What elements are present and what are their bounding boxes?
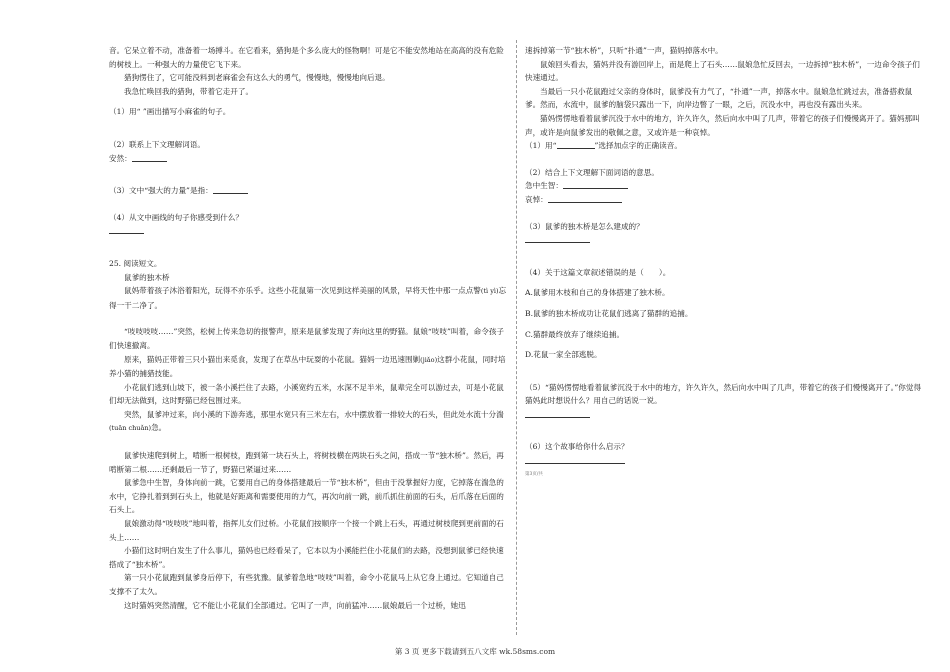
question-1: （1）用“ ”画出描写小麻雀的句子。 [109, 107, 231, 117]
answer-blank[interactable] [548, 193, 622, 203]
story-paragraph: 鼠爹急中生智，身体向前一跳，它要用自己的身体搭建最后一节“独木桥”，但由于没掌握好力度，它掉落在湍急的水中，它挣扎着到到石头上，他就是好距离和需要使用的力气，再次向前一跳，前爪抓住前面的石头，后爪落在后面的石头上。 [109, 478, 504, 515]
intro-paragraph: 我急忙唤回我的猎狗，带着它走开了。 [124, 86, 254, 96]
story-paragraph: 鼠爹快速爬到树上，啃断一根树枝，跑到第一块石头上，将树枝横在两块石头之间，搭成一节“独木桥”。然后，再啃断第二根……还剩最后一节了，野猫已紧逼过来…… [109, 451, 504, 474]
story-paragraph: 速拆掉第一节“独木桥”，只听“扑通”一声，猫妈掉落水中。 [525, 46, 723, 55]
story-text: 这群小花鼠，同时培养小猫的捕猎技能。 [109, 354, 506, 379]
story-paragraph [109, 408, 509, 436]
story-paragraph: 小猫们这时明白发生了什么事儿，猫妈也已经看呆了，它本以为小溪能拦住小花鼠们的去路，没想到鼠爹已经快速搭成了“独木桥”。 [109, 546, 504, 569]
question-3: （3）鼠爹的独木桥是怎么建成的？ [525, 221, 644, 231]
story-paragraph: 鼠娘激动得“吱吱吱”地叫着，指挥儿女们过桥。小花鼠们按顺序一个接一个跳上石头，再通过树枝爬到更前面的石头上…… [109, 519, 504, 542]
story-paragraph: 猫妈愣愣地看着鼠爹沉没于水中的地方，许久许久，然后向水中叫了几声，带着它的孩子们慢慢离开了。猫妈那叫声，或许是向鼠爹发出的敬佩之意，又或许是一种哀悼。 [525, 113, 920, 137]
question-2: （2）联系上下文理解词语。 [109, 139, 205, 149]
answer-line [525, 233, 925, 247]
story-title: 鼠爹的独木桥 [124, 272, 170, 282]
intro-paragraph: 音。它呆立着不动，准备着一场搏斗。在它看来，猎狗是个多么庞大的怪物啊！可是它不能安然地站在高高的没有危险的树枝上。一种强大的力量使它飞下来。 [109, 46, 504, 69]
word-label: 急中生智： [525, 181, 563, 191]
right-column [525, 44, 925, 481]
answer-blank[interactable] [525, 233, 590, 243]
pinyin-annotation: (tì yì) [480, 287, 499, 296]
word-label: 安然： [109, 153, 132, 163]
page-note: 第3页/共 [525, 471, 543, 477]
question-5: （5）“猫妈愣愣地看着鼠爹沉没于水中的地方，许久许久，然后向水中叫了几声，带着它的孩子们慢慢离开了。”你觉得猫妈此时想说什么？用自己的话说一说。 [525, 382, 922, 406]
story-paragraph: 小花鼠们逃到山坡下，被一条小溪拦住了去路，小溪宽约五米，水深不足半米，鼠辈完全可以游过去，可是小花鼠们却无法做到，这时野猫已经包围过来。 [109, 382, 504, 406]
story-paragraph [109, 284, 509, 312]
question-4: （4）关于这篇文章叙述错误的是（ ）。 [525, 267, 671, 277]
word-label: 哀悼： [525, 194, 548, 204]
question-6: （6）这个故事给你什么启示？ [525, 442, 629, 452]
option-a[interactable]: A.鼠爹用木枝和自己的身体搭建了独木桥。 [525, 288, 670, 298]
option-b[interactable]: B.鼠爹的独木桥成功让花鼠们逃离了猫群的追捕。 [525, 308, 693, 318]
question-3-text: （3）文中“强大的力量”是指： [109, 186, 213, 196]
question-1-text: （1）用“ [525, 141, 557, 151]
story-text: 急。 [151, 423, 167, 433]
question-2: （2）结合上下文理解下面词语的意思。 [525, 167, 659, 177]
column-divider [516, 40, 517, 635]
answer-blank[interactable] [557, 139, 595, 149]
pinyin-annotation: (jiǎo) [420, 355, 438, 364]
story-text: 鼠妈带着孩子沐浴着阳光，玩得不亦乐乎。这些小花鼠第一次见到这样美丽的风景，早将天性中那一点点警 [124, 286, 481, 296]
pinyin-annotation: (tuān chuǎn) [109, 424, 152, 433]
answer-line [109, 224, 509, 238]
story-paragraph: “吱吱吱吱……”突然，松树上传来急切的报警声，原来是鼠爹发现了奔向这里的野猫。鼠娘“吱吱”叫着，命令孩子们快速撤离。 [109, 327, 505, 350]
answer-blank[interactable] [525, 454, 625, 464]
answer-blank[interactable] [132, 152, 167, 162]
option-d[interactable]: D.花鼠一家全部逃脱。 [525, 350, 602, 360]
answer-blank[interactable] [563, 179, 628, 189]
story-paragraph: 当最后一只小花鼠跑过父亲的身体时，鼠爹没有力气了，“扑通”一声，掉落水中。鼠娘急忙跳过去，准备搭救鼠爹。然而，水流中，鼠爹的脑袋只露出一下，向岸边瞥了一眼，之后，沉没水中，再也没有露出头来。 [525, 86, 913, 110]
page-footer: 第 3 页 更多下载请到五八文库 wk.58sms.com [394, 647, 556, 656]
answer-blank[interactable] [213, 184, 248, 194]
question-2-item [109, 152, 509, 166]
story-text: 原来，猫妈正带着三只小猫出来觅食，发现了在草丛中玩耍的小花鼠。猫妈一边迅速围剿 [124, 354, 421, 364]
story-text: 突然，鼠爹冲过来，向小溪的下游奔逃，那里水宽只有三米左右，水中摆放着一排较大的石头，但此处水流十分湍 [124, 409, 504, 419]
story-text: 忘得一干二净了。 [109, 286, 507, 310]
question-4: （4）从文中画线的句子你感受到什么？ [109, 212, 243, 222]
story-paragraph: 这时猫妈突然清醒，它不能让小花鼠们全部通过。它叫了一声，向前猛冲……鼠娘最后一个过桥，她迅 [124, 600, 466, 610]
answer-line [525, 408, 925, 422]
question-2-item [525, 193, 925, 207]
story-paragraph [109, 353, 509, 381]
left-column [109, 44, 509, 612]
answer-line [525, 454, 925, 468]
story-paragraph: 鼠娘回头看去，猫妈并没有游回岸上，而是爬上了石头……鼠娘急忙反回去，一边拆掉“独木桥”，一边命令孩子们快速通过。 [525, 59, 920, 83]
question-3 [109, 184, 509, 198]
intro-paragraph: 猎狗愣住了，它可能没料到老麻雀会有这么大的勇气，慢慢地，慢慢地向后退。 [124, 73, 390, 83]
question-1-text: ”选择加点字的正确读音。 [594, 141, 682, 151]
option-c[interactable]: C.猫群最终放弃了继续追捕。 [525, 329, 625, 339]
story-paragraph: 第一只小花鼠跑到鼠爹身后停下，有些犹豫。鼠爹着急地“吱吱”叫着，命令小花鼠马上从它身上通过。它知道自己支撑不了太久。 [109, 573, 504, 596]
answer-blank[interactable] [525, 408, 590, 418]
section-title: 25. 阅读短文。 [109, 258, 162, 268]
question-1 [525, 139, 925, 153]
question-2-item [525, 179, 925, 193]
answer-blank[interactable] [109, 224, 144, 234]
